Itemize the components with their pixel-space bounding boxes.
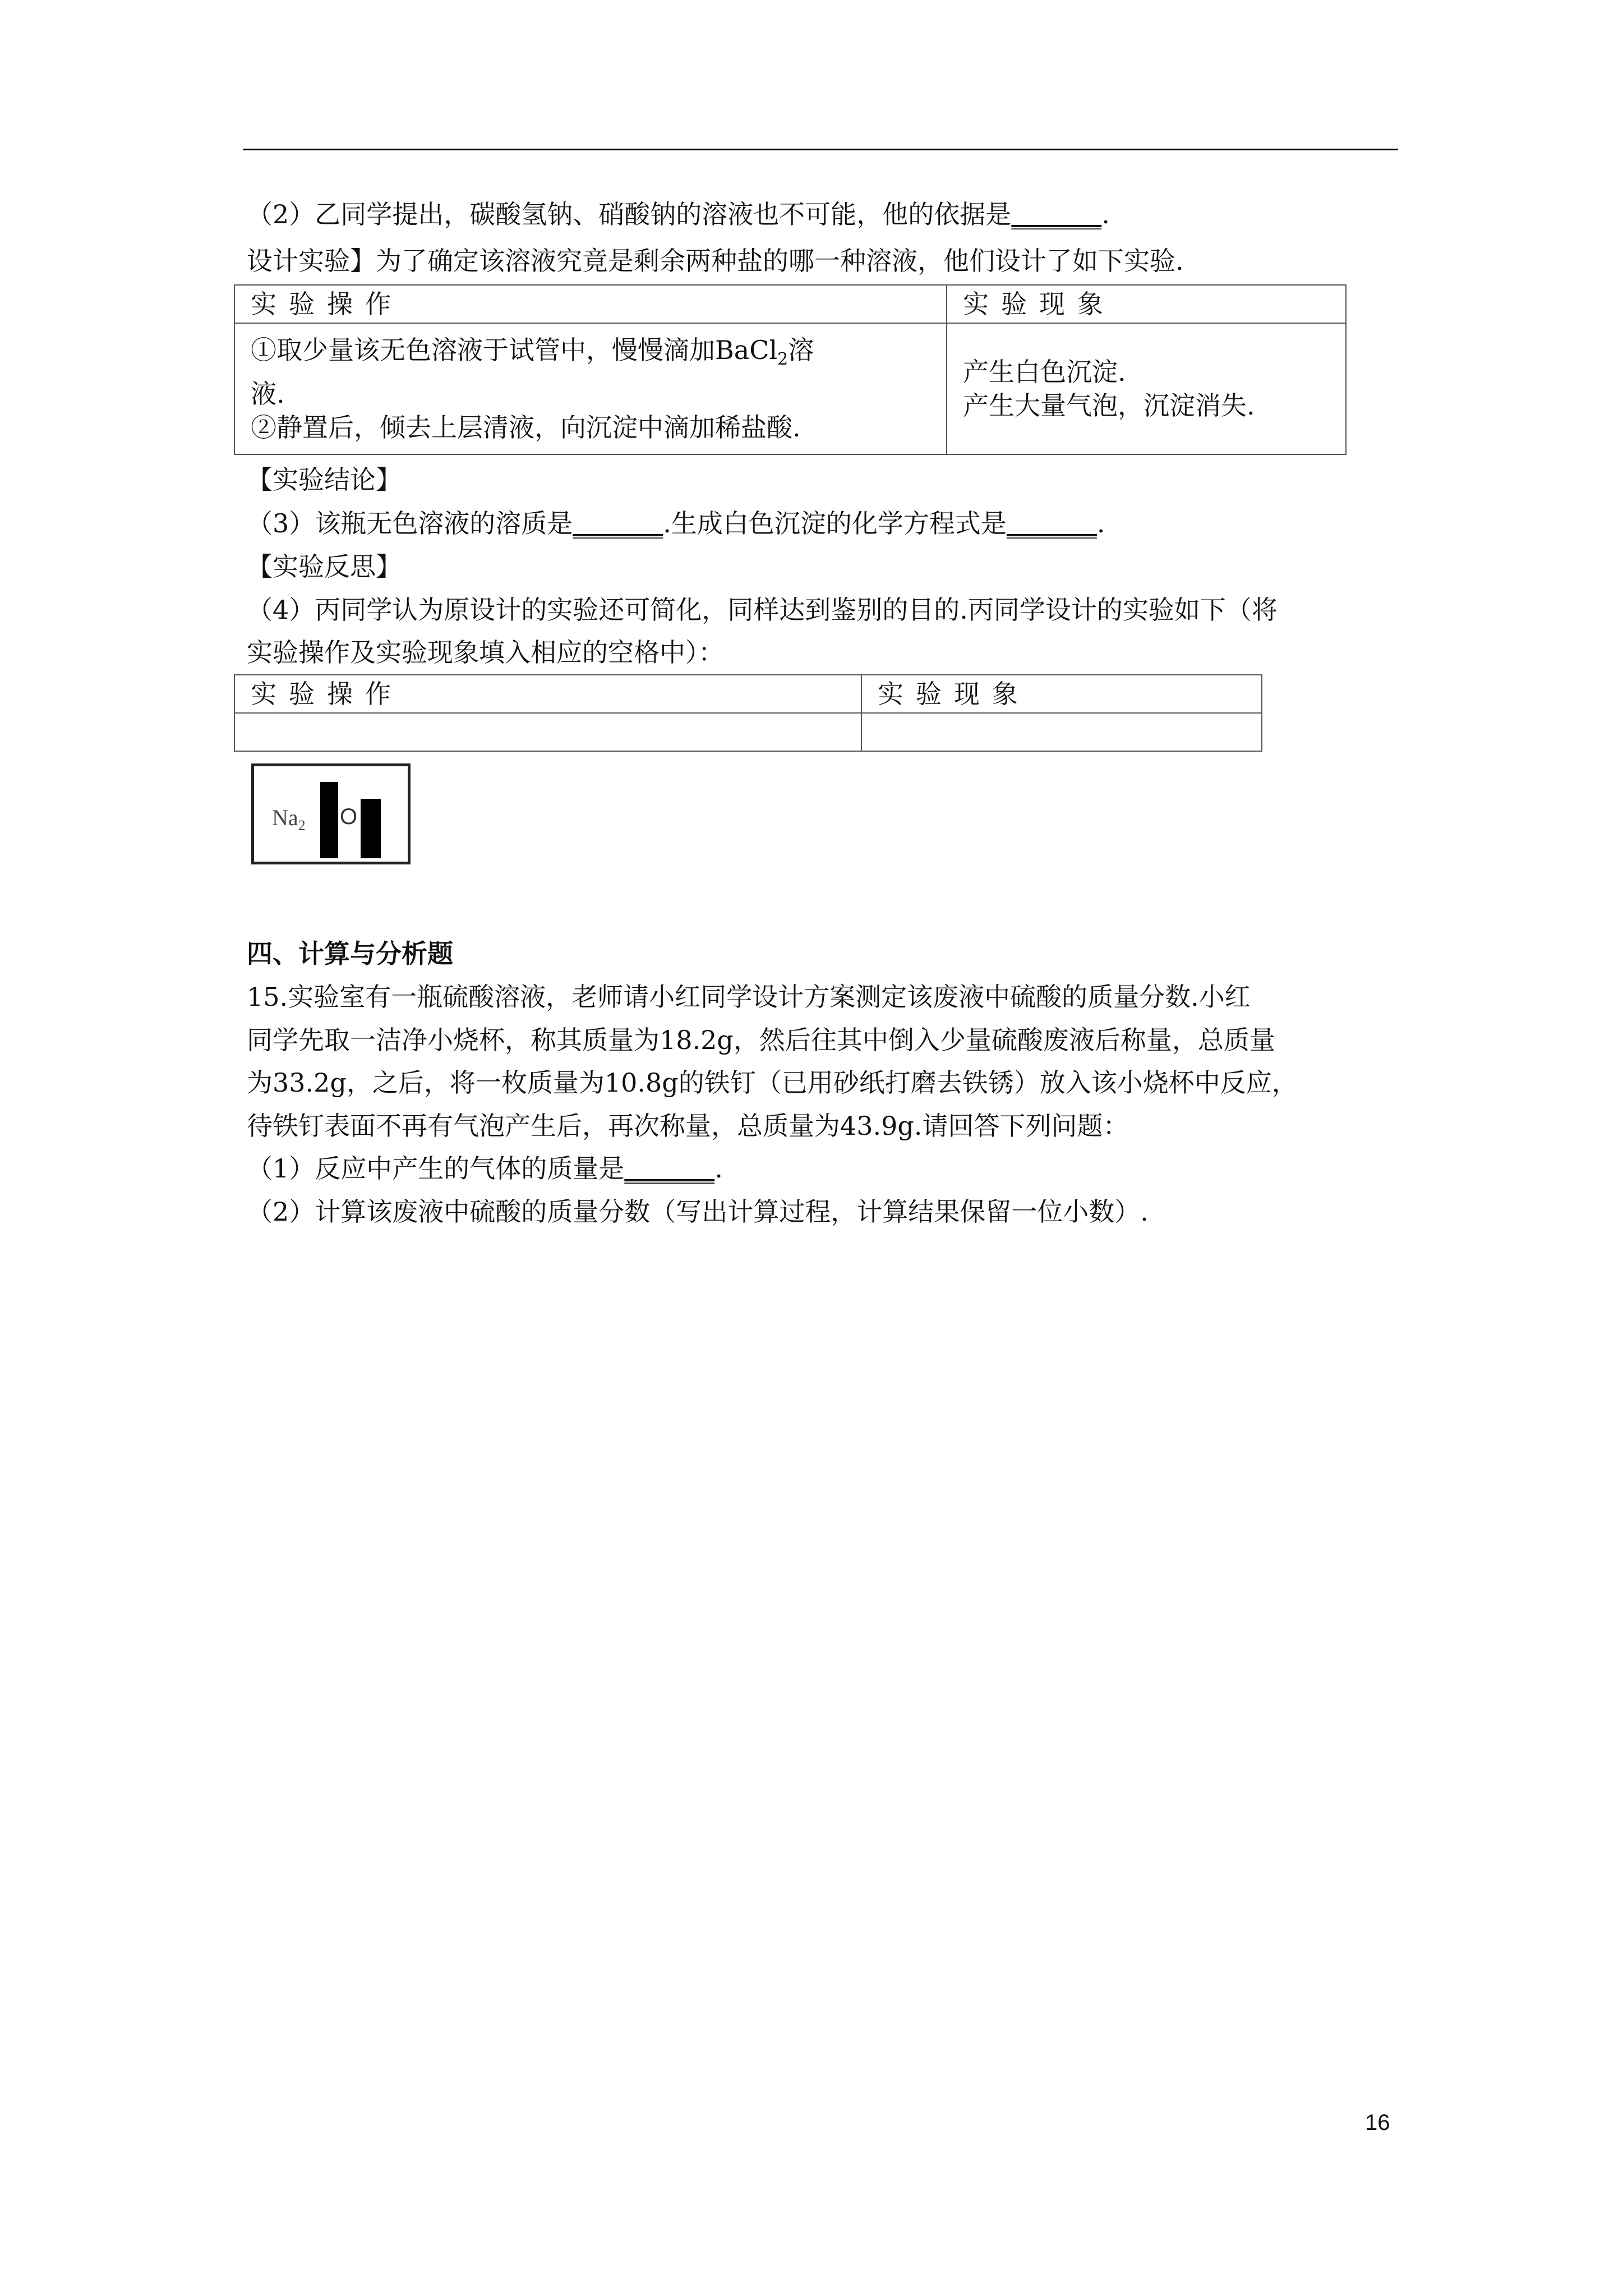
phenomenon-answer-cell (861, 713, 1262, 751)
obscured-block-2 (361, 799, 381, 858)
question-15-part-2: （2）计算该废液中硫酸的质量分数（写出计算过程，计算结果保留一位小数）. (247, 1197, 1149, 1227)
question-2-end: . (1101, 199, 1110, 229)
answer-blank: _______ (573, 508, 663, 539)
question-4-line-2: 实验操作及实验现象填入相应的空格中）： (247, 637, 724, 668)
page-number: 16 (1365, 2110, 1390, 2135)
formula-image (251, 763, 411, 864)
question-15-line-2: 同学先取一洁净小烧杯，称其质量为18.2g，然后往其中倒入少量硫酸废液后称量，总质量 (247, 1025, 1275, 1055)
operation-answer-cell (234, 713, 861, 751)
formula-oxygen: O (340, 804, 358, 829)
operation-step-1-tail: 溶 (788, 335, 814, 366)
table-header-phenomenon: 实验现象 (947, 285, 1346, 323)
operation-step-1 (251, 333, 930, 376)
experiment-table-2 (234, 674, 1262, 752)
answer-blank: _______ (1006, 508, 1097, 539)
phenomenon-cell (947, 323, 1346, 454)
question-3 (247, 507, 1105, 540)
question-3-text-2: .生成白色沉淀的化学方程式是 (663, 508, 1007, 539)
question-4-line-1: （4）丙同学认为原设计的实验还可简化，同样达到鉴别的目的.丙同学设计的实验如下（将 (247, 595, 1278, 625)
question-15-line-1: 15.实验室有一瓶硫酸溶液，老师请小红同学设计方案测定该废液中硫酸的质量分数.小红 (247, 982, 1251, 1012)
experiment-table-1 (234, 284, 1347, 455)
table-header-operation: 实验操作 (234, 285, 947, 323)
reflection-title: 【实验反思】 (247, 551, 402, 582)
design-experiment-text: 设计实验】为了确定该溶液究竟是剩余两种盐的哪一种溶液，他们设计了如下实验. (247, 246, 1184, 276)
question-15-line-3: 为33.2g，之后，将一枚质量为10.8g的铁钉（已用砂纸打磨去铁锈）放入该小烧杯中反应， (247, 1068, 1298, 1098)
answer-blank: _______ (1011, 199, 1102, 229)
question-2-text: （2）乙同学提出，碳酸氢钠、硝酸钠的溶液也不可能，他的依据是 (247, 199, 1012, 229)
table-header-phenomenon: 实验现象 (861, 675, 1262, 713)
section-title: 四、计算与分析题 (247, 938, 453, 969)
header-rule (243, 149, 1398, 150)
table-header-operation: 实验操作 (234, 675, 861, 713)
bacl2-subscript: 2 (777, 349, 789, 370)
obscured-block-1 (320, 782, 338, 858)
phenomenon-1: 产生白色沉淀. (963, 357, 1126, 387)
operation-cell (234, 323, 947, 454)
question-2 (247, 197, 1110, 231)
question-15-part-1-end: . (714, 1153, 723, 1184)
question-3-end: . (1096, 508, 1105, 539)
operation-step-1-text: ①取少量该无色溶液于试管中，慢慢滴加BaCl (251, 335, 778, 366)
question-15-part-1-text: （1）反应中产生的气体的质量是 (247, 1153, 625, 1184)
phenomenon-2: 产生大量气泡，沉淀消失. (963, 390, 1255, 421)
answer-blank: _______ (624, 1153, 715, 1184)
question-15-line-4: 待铁钉表面不再有气泡产生后，再次称量，总质量为43.9g.请回答下列问题： (247, 1111, 1129, 1141)
operation-step-2: ②静置后，倾去上层清液，向沉淀中滴加稀盐酸. (251, 412, 801, 443)
question-3-text: （3）该瓶无色溶液的溶质是 (247, 508, 573, 539)
operation-step-1-continued: 液. (251, 378, 285, 409)
conclusion-title: 【实验结论】 (247, 464, 402, 495)
formula-sodium-symbol: Na (272, 805, 298, 830)
formula-sodium (272, 804, 306, 834)
formula-sodium-subscript: 2 (298, 817, 306, 834)
question-15-part-1 (247, 1152, 723, 1185)
